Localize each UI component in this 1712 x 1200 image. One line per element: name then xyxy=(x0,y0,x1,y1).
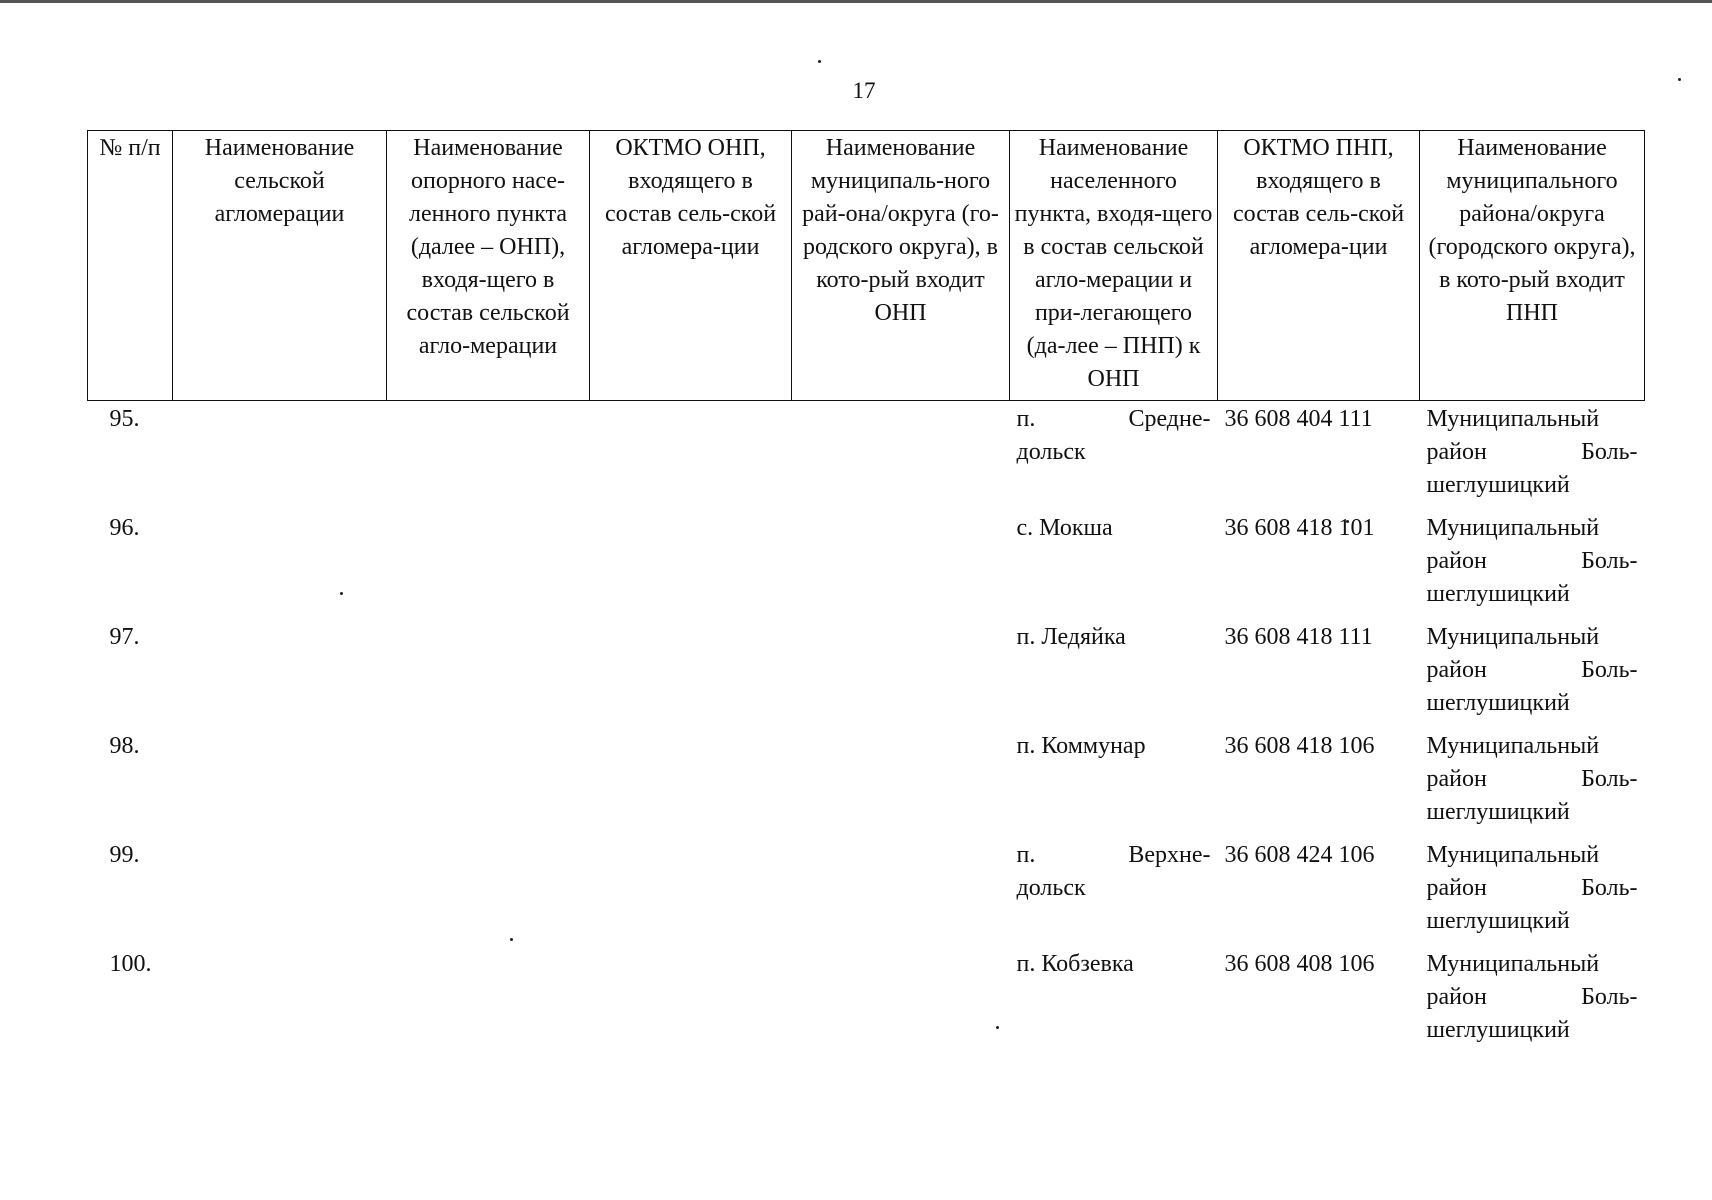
base-settlement-cell xyxy=(387,512,590,621)
adjacent-district-cell xyxy=(1420,512,1645,621)
district-line: шеглушицкий xyxy=(1426,581,1570,607)
adjacent-district-cell xyxy=(1420,948,1645,1057)
adjacent-oktmo-cell: 36 608 418 111 xyxy=(1224,624,1373,650)
base-oktmo-cell xyxy=(590,839,792,948)
header-base-settlement-oktmo: ОКТМО ОНП, входящего в состав сель-ской агломера-ции xyxy=(590,131,792,401)
header-agglomeration-name: Наименование сельской агломерации xyxy=(173,131,387,401)
base-district-cell xyxy=(792,401,1010,513)
row-number: 98. xyxy=(109,733,140,759)
scan-speck xyxy=(818,60,821,63)
settlement-line: дольск xyxy=(1016,439,1086,465)
district-line: шеглушицкий xyxy=(1426,472,1570,498)
adjacent-settlement-cell xyxy=(1010,839,1218,948)
header-base-settlement-name: Наименование опорного насе-ленного пункта (далее – ОНП), входя-щего в состав сельской агло-мерации xyxy=(387,131,590,401)
base-oktmo-cell xyxy=(590,401,792,513)
settlement-line: п. Средне- xyxy=(1016,406,1211,432)
row-number: 97. xyxy=(109,624,140,650)
agglomeration-name-cell xyxy=(173,730,387,839)
base-settlement-cell xyxy=(387,621,590,730)
row-number: 100. xyxy=(109,951,152,977)
district-line: Муниципальный xyxy=(1426,733,1600,759)
district-line: шеглушицкий xyxy=(1426,908,1570,934)
table-row xyxy=(88,621,1645,730)
base-oktmo-cell xyxy=(590,730,792,839)
adjacent-district-cell xyxy=(1420,839,1645,948)
settlement-line: с. Мокша xyxy=(1016,515,1113,541)
district-line: шеглушицкий xyxy=(1426,690,1570,716)
adjacent-oktmo-cell: 36 608 404 111 xyxy=(1224,406,1373,432)
adjacent-district-cell xyxy=(1420,401,1645,513)
page-number: 17 xyxy=(852,78,876,103)
adjacent-oktmo-cell: 36 608 408 106 xyxy=(1224,951,1375,977)
top-page-border xyxy=(0,0,1712,3)
district-line: Муниципальный xyxy=(1426,515,1600,541)
adjacent-settlement-cell xyxy=(1010,948,1218,1057)
district-line: район Боль- xyxy=(1426,984,1638,1010)
adjacent-settlement-cell xyxy=(1010,621,1218,730)
base-oktmo-cell xyxy=(590,621,792,730)
table-header-row xyxy=(88,131,1645,401)
base-settlement-cell xyxy=(387,948,590,1057)
base-district-cell xyxy=(792,730,1010,839)
base-district-cell xyxy=(792,948,1010,1057)
agglomeration-table xyxy=(87,130,1645,1057)
adjacent-settlement-cell xyxy=(1010,512,1218,621)
district-line: Муниципальный xyxy=(1426,951,1600,977)
table-row xyxy=(88,512,1645,621)
base-settlement-cell xyxy=(387,839,590,948)
district-line: шеглушицкий xyxy=(1426,1017,1570,1043)
agglomeration-name-cell xyxy=(173,948,387,1057)
header-adjacent-settlement-name: Наименование населенного пункта, входя-щего в состав сельской агло-мерации и при-легающего (да-лее – ПНП) к ОНП xyxy=(1010,131,1218,401)
base-district-cell xyxy=(792,839,1010,948)
header-base-settlement-district: Наименование муниципаль-ного рай-она/округа (го-родского округа), в кото-рый входит ОНП xyxy=(792,131,1010,401)
settlement-line: п. Ледяйка xyxy=(1016,624,1126,650)
base-district-cell xyxy=(792,621,1010,730)
header-number: № п/п xyxy=(88,131,173,401)
adjacent-settlement-cell xyxy=(1010,401,1218,513)
district-line: шеглушицкий xyxy=(1426,799,1570,825)
district-line: Муниципальный xyxy=(1426,842,1600,868)
district-line: район Боль- xyxy=(1426,766,1638,792)
settlement-line: дольск xyxy=(1016,875,1086,901)
settlement-line: п. Коммунар xyxy=(1016,733,1146,759)
base-oktmo-cell xyxy=(590,512,792,621)
district-line: район Боль- xyxy=(1426,439,1638,465)
adjacent-oktmo-cell: 36 608 418 106 xyxy=(1224,733,1375,759)
table-row xyxy=(88,948,1645,1057)
header-adjacent-settlement-district: Наименование муниципального района/округа (городского округа), в кото-рый входит ПНП xyxy=(1420,131,1645,401)
settlement-line: п. Кобзевка xyxy=(1016,951,1134,977)
agglomeration-name-cell xyxy=(173,512,387,621)
table-row xyxy=(88,730,1645,839)
agglomeration-name-cell xyxy=(173,839,387,948)
base-oktmo-cell xyxy=(590,948,792,1057)
district-line: район Боль- xyxy=(1426,657,1638,683)
base-settlement-cell xyxy=(387,730,590,839)
row-number: 96. xyxy=(109,515,140,541)
header-adjacent-settlement-oktmo: ОКТМО ПНП, входящего в состав сель-ской агломера-ции xyxy=(1218,131,1420,401)
district-line: Муниципальный xyxy=(1426,624,1600,650)
base-settlement-cell xyxy=(387,401,590,513)
adjacent-oktmo-cell: 36 608 424 106 xyxy=(1224,842,1375,868)
agglomeration-name-cell xyxy=(173,401,387,513)
table-row xyxy=(88,401,1645,513)
row-number: 99. xyxy=(109,842,140,868)
scan-speck xyxy=(1678,78,1681,81)
adjacent-oktmo-cell: 36 608 418 101 xyxy=(1224,515,1375,541)
adjacent-district-cell xyxy=(1420,730,1645,839)
district-line: район Боль- xyxy=(1426,875,1638,901)
agglomeration-name-cell xyxy=(173,621,387,730)
settlement-line: п. Верхне- xyxy=(1016,842,1211,868)
table-row xyxy=(88,839,1645,948)
base-district-cell xyxy=(792,512,1010,621)
adjacent-district-cell xyxy=(1420,621,1645,730)
adjacent-settlement-cell xyxy=(1010,730,1218,839)
row-number: 95. xyxy=(109,406,140,432)
district-line: район Боль- xyxy=(1426,548,1638,574)
district-line: Муниципальный xyxy=(1426,406,1600,432)
